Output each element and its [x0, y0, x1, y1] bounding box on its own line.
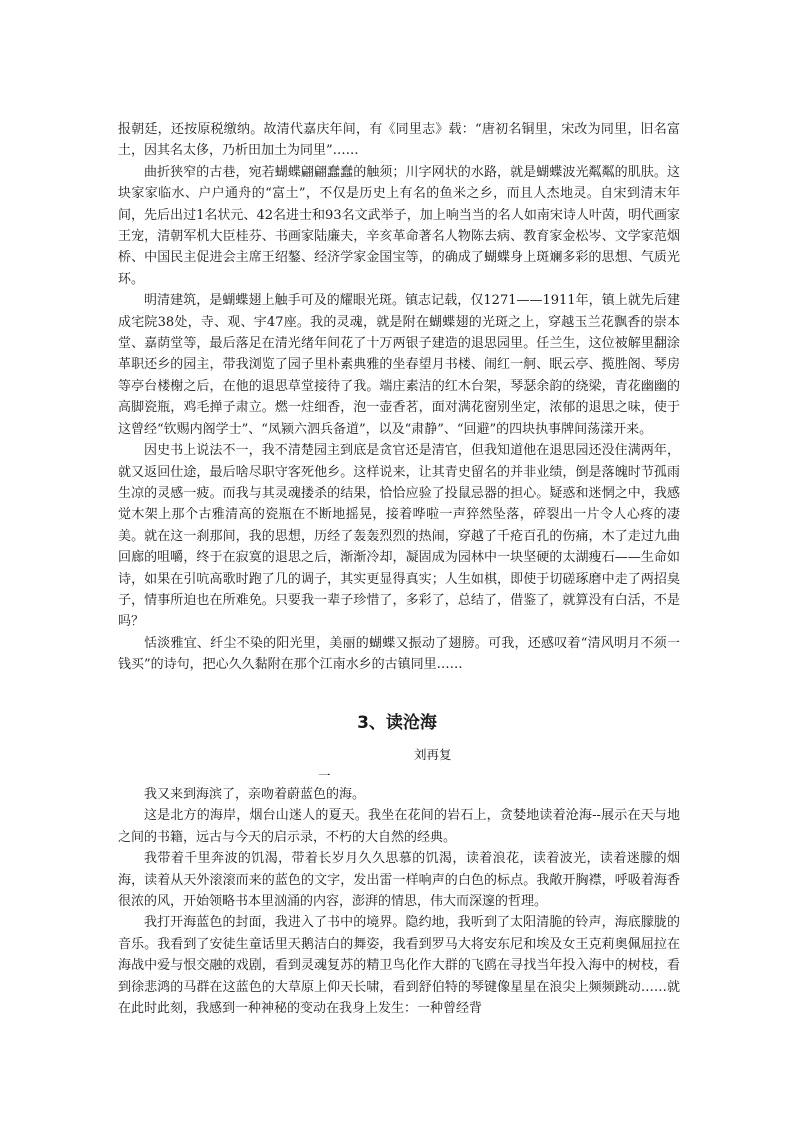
paragraph: 明清建筑，是蝴蝶翅上触手可及的耀眼光斑。镇志记载，仅1271——1911年，镇上就先后建成宅院38处，寺、观、宇47座。我的灵魂，就是附在蝴蝶翅的光斑之上，穿越玉兰花飘香的崇本堂、嘉荫堂等，最后落足在清光绪年间花了十万两银子建造的退思园里。任兰生，这位被解里翻涂革职还乡的园主，带我浏览了园子里朴素典雅的坐春望月书楼、闹红一舸、眠云亭、揽胜阁、琴房等亭台楼榭之后，在他的退思草堂接待了我。端庄素洁的红木台架，琴瑟余韵的绕梁，青花幽幽的高脚瓷瓶，鸡毛掸子肃立。燃一炷细香，泡一壶香茗，面对满花窗别坐定，浓郁的退思之味，使于这曾经“钦赐内阁学士”、“凤颍六泗兵备道”，以及“肃静”、“回避”的四块执事牌间荡漾开来。 — [118, 293, 680, 437]
paragraph: 我又来到海滨了，亲吻着蔚蓝色的海。 — [144, 787, 366, 802]
essay-section-read-sea — [118, 784, 680, 1019]
section-title: 3、读沧海 — [357, 713, 437, 733]
author-name: 刘再复 — [414, 747, 452, 762]
part-marker: 一 — [318, 768, 331, 783]
paragraph: 我打开海蓝色的封面，我进入了书中的境界。隐约地，我听到了太阳清脆的铃声，海底朦胧的音乐。我看到了安徒生童话里天鹅洁白的舞姿，我看到罗马大将安东尼和埃及女王克莉奥佩屈拉在海战中爱与恨交融的戏剧，看到灵魂复苏的精卫鸟化作大群的飞鸥在寻找当年投入海中的树枝，看到徐悲鸿的马群在这蓝色的大草原上仰天长啸，看到舒伯特的琴键像星星在浪尖上频频跳动……就在此时此刻，我感到一种神秘的变动在我身上发生：一种曾经背 — [118, 915, 680, 1017]
essay-section-tongli — [118, 119, 680, 676]
paragraph: 这是北方的海岸，烟台山迷人的夏天。我坐在花间的岩石上，贪婪地读着沧海--展示在天与地之间的书籍，远古与今天的启示录，不朽的大自然的经典。 — [118, 808, 680, 845]
paragraph: 报朝廷，还按原税缴纳。故清代嘉庆年间，有《同里志》载：“唐初名铜里，宋改为同里，旧名富土，因其名太侈，乃析田加土为同里”…… — [118, 122, 680, 159]
paragraph: 我带着千里奔波的饥渴，带着长岁月久久思慕的饥渴，读着浪花，读着波光，读着迷朦的烟海，读着从天外滚滚而来的蓝色的文字，发出雷一样响声的白色的标点。我敞开胸襟，呼吸着海香很浓的风，开始领略书本里汹涌的内容，澎湃的情思，伟大而深邃的哲理。 — [118, 851, 680, 910]
paragraph: 曲折狭窄的古巷，宛若蝴蝶翩翩蠢蠢的触须；川字网状的水路，就是蝴蝶波光粼粼的肌肤。这块家家临水、户户通舟的“富土”，不仅是历史上有名的鱼米之乡，而且人杰地灵。自宋到清末年间，先后出过1名状元、42名进士和93名文武举子，加上响当当的名人如南宋诗人叶茵，明代画家王宠，清朝军机大臣桂芬、书画家陆廉夫，辛亥革命著名人物陈去病、教育家金松岑、文学家范烟桥、中国民主促进会主席王绍鏊、经济学家金国宝等，的确成了蝴蝶身上斑斓多彩的思想、气质光环。 — [118, 164, 680, 287]
paragraph: 因史书上说法不一，我不清楚园主到底是贪官还是清官，但我知道他在退思园还没住满两年，就又返回仕途，最后啥尽职守客死他乡。这样说来，让其青史留名的并非业绩，倒是落魄时节孤雨生凉的灵感一疲。而我与其灵魂搂杀的结果，恰恰应验了投鼠忌器的担心。疑惑和迷惘之中，我感觉木架上那个古雅清高的瓷瓶在不断地摇晃，接着哗啦一声猝然坠落，碎裂出一片令人心疼的凄美。就在这一刹那间，我的思想，历经了轰轰烈烈的热闹，穿越了千疮百孔的伤痛，木了走过九曲回廊的咀嚼，终于在寂寞的退思之后，渐渐冷却，凝固成为园林中一块坚硬的太湖瘦石——生命如诗，如果在引吭高歌时跑了几的调子，其实更显得真实；人生如棋，即使于切磋琢磨中走了两招臭子，情事所迫也在所难免。只要我一辈子珍惜了，多彩了，总结了，借鉴了，就算没有白活，不是吗？ — [118, 443, 680, 630]
paragraph: 恬淡雅宜、纤尘不染的阳光里，美丽的蝴蝶又振动了翅膀。可我，还感叹着“清风明月不须一钱买”的诗句，把心久久黏附在那个江南水乡的古镇同里…… — [118, 635, 680, 673]
